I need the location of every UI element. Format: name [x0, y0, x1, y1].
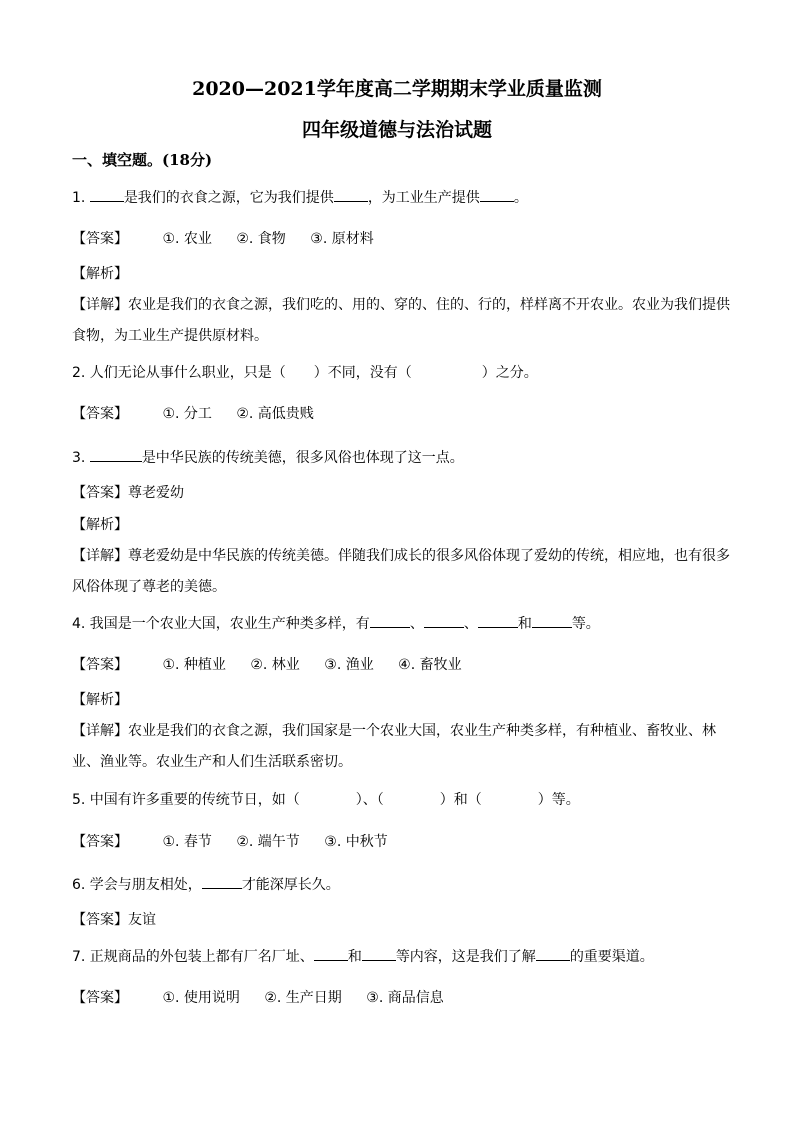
analysis-label: 【解析】 — [72, 692, 128, 708]
question-4: 4. 我国是一个农业大国，农业生产种类多样，有 、 、 和 等。 — [72, 613, 732, 634]
answer-item: ③. 原材料 — [310, 231, 374, 247]
analysis-label: 【解析】 — [72, 517, 128, 533]
document-title: 2020—2021学年度高二学期期末学业质量监测 — [192, 78, 602, 100]
answer-item: ④. 畜牧业 — [398, 657, 462, 673]
answer-item: ②. 食物 — [236, 231, 286, 247]
section-heading: 一、填空题。(18分) — [72, 151, 213, 169]
detail-paragraph: 【详解】农业是我们的衣食之源，我们国家是一个农业大国，农业生产种类多样，有种植业、畜牧业、林业、渔业等。农业生产和人们生活联系密切。 — [72, 723, 716, 770]
question-2: 2. 人们无论从事什么职业，只是（ ）不同，没有（ ）之分。 — [72, 365, 538, 381]
detail-paragraph: 【详解】农业是我们的衣食之源，我们吃的、用的、穿的、住的、行的，样样离不开农业。农业为我们提供食物，为工业生产提供原材料。 — [72, 297, 730, 344]
answer-line — [72, 404, 732, 424]
question-5: 5. 中国有许多重要的传统节日，如（ ）、（ ）和（ ）等。 — [72, 792, 580, 808]
answer-label: 【答案】 — [72, 912, 128, 928]
answer-blank — [478, 613, 518, 628]
answer-item: ①. 春节 — [162, 834, 212, 850]
answer-blank — [362, 946, 396, 961]
answer-item: ③. 中秋节 — [324, 834, 388, 850]
answer-label: 【答案】 — [72, 834, 128, 850]
answer-item: ②. 生产日期 — [264, 990, 342, 1006]
answer-item: ②. 林业 — [250, 657, 300, 673]
document-subtitle: 四年级道德与法治试题 — [301, 119, 492, 141]
answer-item: ①. 分工 — [162, 406, 212, 422]
answer-line — [72, 229, 732, 249]
answer-item: ①. 使用说明 — [162, 990, 240, 1006]
answer-blank — [202, 874, 242, 889]
answer-line — [72, 655, 732, 675]
question-6: 6. 学会与朋友相处， 才能深厚长久。 — [72, 874, 732, 895]
answer-item: 友谊 — [128, 912, 156, 928]
answer-item: ②. 高低贵贱 — [236, 406, 314, 422]
answer-blank — [334, 187, 368, 202]
answer-blank — [370, 613, 410, 628]
answer-label: 【答案】 — [72, 657, 128, 673]
answer-blank — [536, 946, 570, 961]
answer-blank — [480, 187, 514, 202]
answer-item: ①. 农业 — [162, 231, 212, 247]
answer-item: ①. 种植业 — [162, 657, 226, 673]
answer-blank — [90, 447, 142, 462]
answer-blank — [532, 613, 572, 628]
answer-blank — [424, 613, 464, 628]
question-7: 7. 正规商品的外包装上都有厂名厂址、 和 等内容，这是我们了解 的重要渠道。 — [72, 946, 732, 967]
answer-line — [72, 832, 732, 852]
answer-label: 【答案】 — [72, 485, 128, 501]
answer-blank — [314, 946, 348, 961]
detail-paragraph: 【详解】尊老爱幼是中华民族的传统美德。伴随我们成长的很多风俗体现了爱幼的传统，相应地，也有很多风俗体现了尊老的美德。 — [72, 548, 730, 595]
answer-item: ③. 商品信息 — [366, 990, 444, 1006]
analysis-label: 【解析】 — [72, 266, 128, 282]
answer-line — [72, 988, 732, 1008]
answer-blank — [90, 187, 124, 202]
answer-item: ③. 渔业 — [324, 657, 374, 673]
answer-label: 【答案】 — [72, 231, 128, 247]
question-3: 3. 是中华民族的传统美德，很多风俗也体现了这一点。 — [72, 447, 732, 468]
answer-item: ②. 端午节 — [236, 834, 300, 850]
answer-line — [72, 483, 732, 503]
answer-item: 尊老爱幼 — [128, 485, 184, 501]
answer-label: 【答案】 — [72, 990, 128, 1006]
answer-line — [72, 910, 732, 930]
question-1: 1. 是我们的衣食之源，它为我们提供 ，为工业生产提供 。 — [72, 187, 732, 208]
answer-label: 【答案】 — [72, 406, 128, 422]
